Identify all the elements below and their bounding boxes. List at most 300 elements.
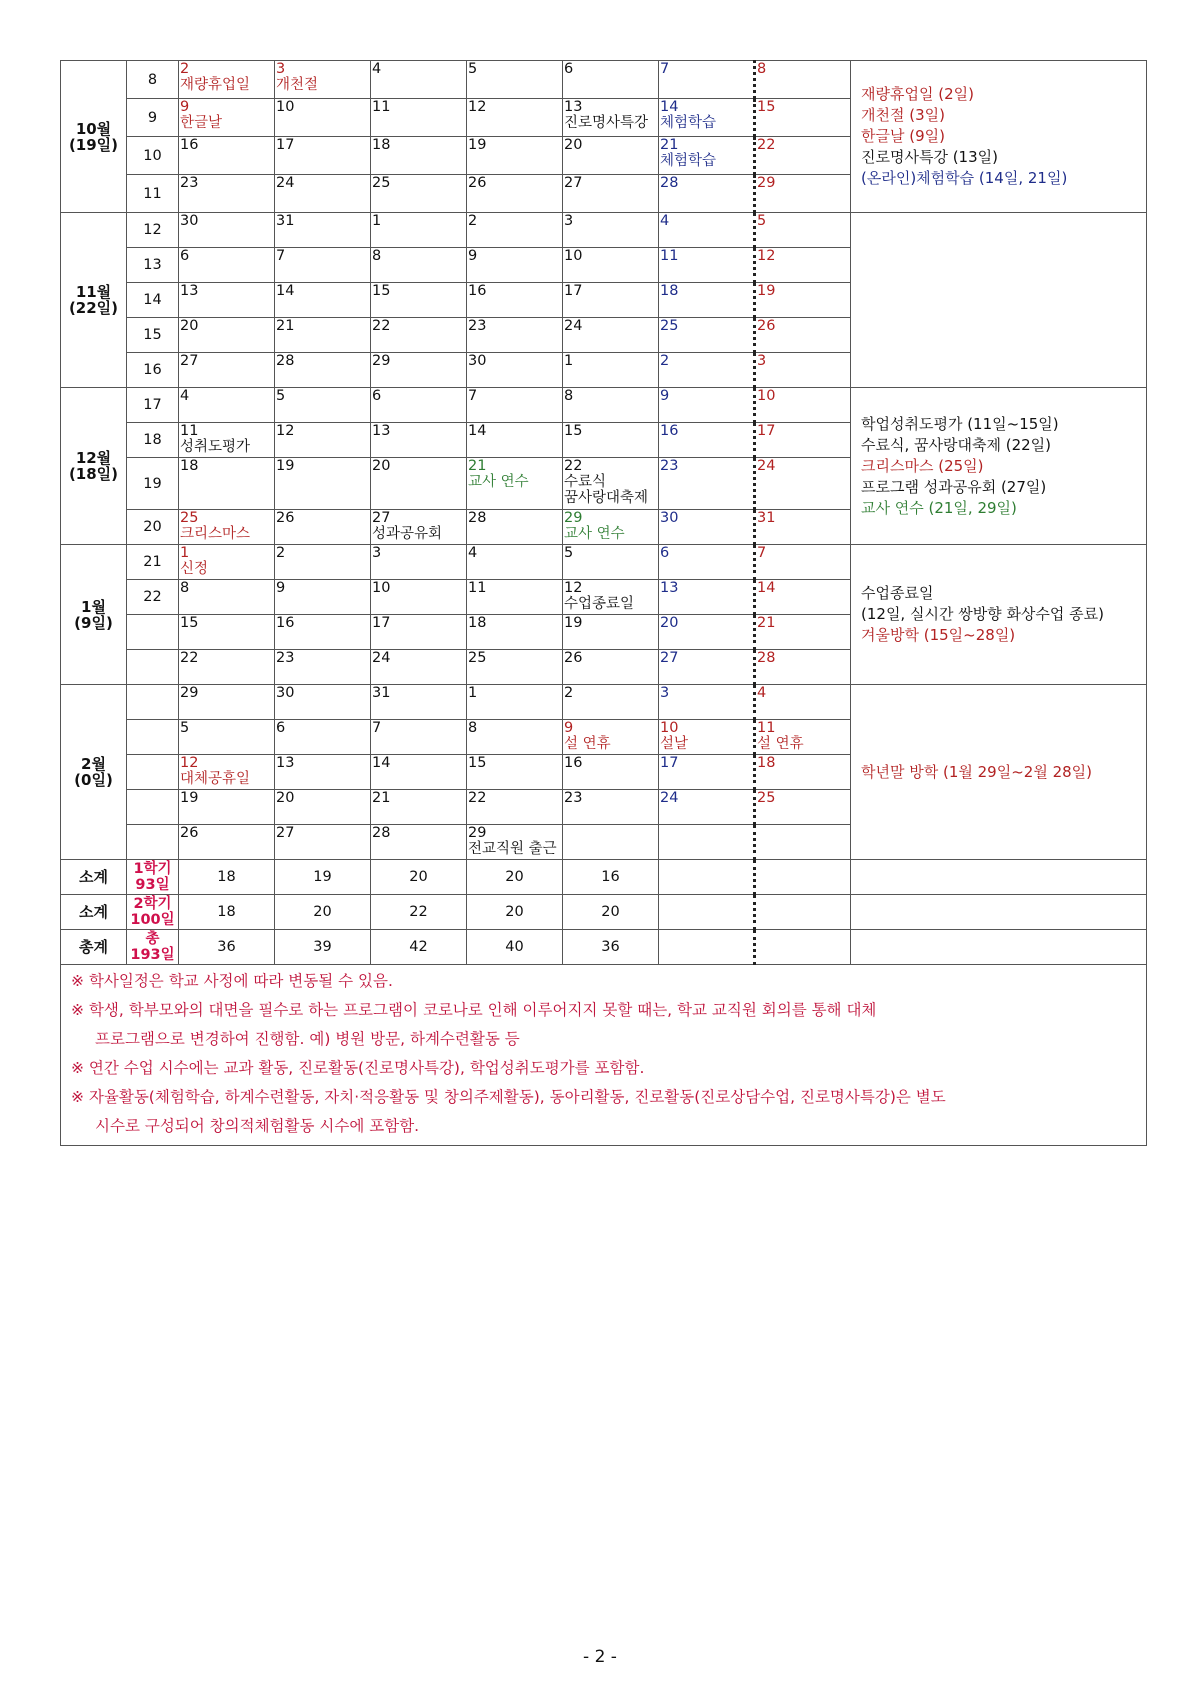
day-number: 20: [276, 790, 295, 806]
day-number: 11: [372, 99, 391, 115]
day-cell: [467, 580, 563, 615]
day-number: 27: [276, 825, 295, 841]
day-cell: [179, 175, 275, 213]
summary-value: 19: [275, 860, 371, 895]
day-number: 20: [372, 458, 391, 474]
day-number: 2: [660, 353, 670, 369]
day-number: 4: [757, 685, 767, 701]
day-number: 18: [757, 755, 776, 771]
day-number: 10: [757, 388, 776, 404]
day-number: 29: [180, 685, 199, 701]
day-cell: [755, 545, 851, 580]
day-number: 27: [660, 650, 679, 666]
day-number: 10: [660, 720, 679, 736]
day-cell: [179, 790, 275, 825]
day-cell: [563, 720, 659, 755]
month-note-line: (온라인)체험학습 (14일, 21일): [861, 169, 1068, 187]
summary-value: 42: [371, 930, 467, 965]
day-cell: [659, 720, 755, 755]
day-number: 31: [757, 510, 776, 526]
summary-value: 20: [371, 860, 467, 895]
day-number: 5: [180, 720, 190, 736]
day-number: 17: [372, 615, 391, 631]
day-number: 2: [468, 213, 478, 229]
week-number: 14: [127, 283, 179, 318]
day-cell: [275, 213, 371, 248]
day-number: 29: [564, 510, 583, 526]
day-number: 22: [468, 790, 487, 806]
day-number: 21: [276, 318, 295, 334]
day-cell: [755, 685, 851, 720]
day-number: 16: [276, 615, 295, 631]
day-cell: [659, 353, 755, 388]
day-cell: [563, 458, 659, 510]
week-number: 22: [127, 580, 179, 615]
day-number: 2: [564, 685, 574, 701]
day-cell: [275, 510, 371, 545]
day-cell: [275, 175, 371, 213]
month-note-line: 학년말 방학 (1월 29일~2월 28일): [861, 762, 1093, 781]
day-cell: [371, 580, 467, 615]
day-number: 18: [468, 615, 487, 631]
month-notes: [851, 545, 1147, 685]
day-cell: [755, 615, 851, 650]
day-event: 성과공유회: [372, 526, 443, 542]
week-number: 16: [127, 353, 179, 388]
day-number: 7: [372, 720, 382, 736]
day-cell: [659, 61, 755, 99]
day-cell: [467, 175, 563, 213]
day-cell: [275, 825, 371, 860]
summary-value: 16: [563, 860, 659, 895]
summary-value: 36: [179, 930, 275, 965]
day-cell: [179, 318, 275, 353]
day-number: 14: [372, 755, 391, 771]
day-cell: [755, 458, 851, 510]
month-label: [61, 545, 127, 685]
day-number: 19: [564, 615, 583, 631]
day-cell: [275, 458, 371, 510]
day-cell: [467, 137, 563, 175]
day-number: 20: [564, 137, 583, 153]
semester-total: [127, 860, 179, 895]
day-number: 12: [468, 99, 487, 115]
day-cell: [275, 61, 371, 99]
day-cell: [755, 175, 851, 213]
day-cell: [371, 545, 467, 580]
semester-days: 193일: [130, 947, 175, 963]
day-event: 설 연휴: [757, 736, 804, 752]
day-number: 10: [372, 580, 391, 596]
day-cell: [467, 423, 563, 458]
day-cell: [467, 318, 563, 353]
day-cell: [371, 353, 467, 388]
day-cell: [371, 458, 467, 510]
day-number: 11: [660, 248, 679, 264]
summary-row: [61, 860, 1147, 895]
day-number: 26: [564, 650, 583, 666]
day-number: 3: [372, 545, 382, 561]
summary-value: 20: [467, 860, 563, 895]
day-cell: [371, 755, 467, 790]
day-number: 7: [468, 388, 478, 404]
day-number: 23: [468, 318, 487, 334]
semester-total: [127, 895, 179, 930]
summary-value: 39: [275, 930, 371, 965]
day-cell: [563, 175, 659, 213]
day-number: 5: [757, 213, 767, 229]
day-number: 6: [372, 388, 382, 404]
summary-value: 36: [563, 930, 659, 965]
day-cell: [275, 685, 371, 720]
day-number: 25: [660, 318, 679, 334]
footnote-line: ※ 학생, 학부모와의 대면을 필수로 하는 프로그램이 코로나로 인해 이루어지지 못할 때는, 학교 교직원 회의를 통해 대체: [71, 1001, 877, 1019]
summary-value: 20: [467, 895, 563, 930]
day-event: 체험학습: [660, 115, 717, 131]
day-number: 8: [468, 720, 478, 736]
week-row: [61, 685, 1147, 720]
day-number: 6: [660, 545, 670, 561]
summary-label: 소계: [61, 895, 127, 930]
summary-value: 40: [467, 930, 563, 965]
day-cell: [659, 175, 755, 213]
day-number: 16: [180, 137, 199, 153]
day-number: 22: [180, 650, 199, 666]
day-number: 23: [564, 790, 583, 806]
month-name: 10월: [75, 119, 112, 138]
month-label: [61, 213, 127, 388]
day-cell: [179, 213, 275, 248]
day-number: 19: [468, 137, 487, 153]
day-number: 15: [180, 615, 199, 631]
day-number: 8: [757, 61, 767, 77]
day-cell: [371, 720, 467, 755]
day-event: 꿈사랑대축제: [564, 490, 649, 506]
day-number: 20: [660, 615, 679, 631]
summary-label: 총계: [61, 930, 127, 965]
day-cell: [275, 650, 371, 685]
day-number: 16: [468, 283, 487, 299]
day-event: 재량휴업일: [180, 77, 251, 93]
day-cell: [275, 248, 371, 283]
day-cell: [275, 318, 371, 353]
week-number: 20: [127, 510, 179, 545]
day-number: 3: [757, 353, 767, 369]
day-number: 19: [180, 790, 199, 806]
day-number: 29: [372, 353, 391, 369]
month-name: 1월: [81, 597, 106, 616]
day-number: 21: [468, 458, 487, 474]
day-cell: [659, 137, 755, 175]
day-cell: [275, 99, 371, 137]
day-cell: [467, 650, 563, 685]
day-number: 8: [180, 580, 190, 596]
day-number: 26: [276, 510, 295, 526]
month-note-line: 학업성취도평가 (11일~15일): [861, 414, 1059, 433]
summary-value: [755, 895, 851, 930]
month-note-line: 프로그램 성과공유회 (27일): [861, 477, 1047, 496]
day-number: 28: [757, 650, 776, 666]
day-number: 19: [757, 283, 776, 299]
month-note-line: 겨울방학 (15일~28일): [861, 626, 1016, 644]
day-number: 13: [276, 755, 295, 771]
month-note-line: 수료식, 꿈사랑대축제 (22일): [861, 435, 1051, 454]
day-cell: [179, 137, 275, 175]
week-number: [127, 615, 179, 650]
month-name: 11월: [75, 283, 112, 301]
day-number: 21: [757, 615, 776, 631]
day-event: 크리스마스: [180, 526, 251, 542]
day-event: 한글날: [180, 115, 223, 131]
semester-name: 총: [145, 931, 160, 947]
day-number: 31: [276, 213, 295, 229]
day-number: 23: [660, 458, 679, 474]
day-cell: [179, 510, 275, 545]
day-cell: [467, 213, 563, 248]
day-number: 12: [276, 423, 295, 439]
day-cell: [371, 213, 467, 248]
day-cell: [179, 755, 275, 790]
day-cell: [467, 720, 563, 755]
week-number: 10: [127, 137, 179, 175]
day-cell: [275, 353, 371, 388]
day-cell: [659, 510, 755, 545]
day-number: 10: [276, 99, 295, 115]
day-event: 진로명사특강: [564, 115, 649, 131]
day-number: 15: [468, 755, 487, 771]
day-number: 6: [180, 248, 190, 264]
day-cell: [371, 650, 467, 685]
day-number: 3: [660, 685, 670, 701]
day-cell: [275, 545, 371, 580]
day-number: 9: [276, 580, 286, 596]
day-cell: [755, 61, 851, 99]
summary-row: [61, 930, 1147, 965]
day-cell: [755, 388, 851, 423]
day-number: 24: [660, 790, 679, 806]
day-cell: [371, 510, 467, 545]
day-number: 17: [757, 423, 776, 439]
day-cell: [467, 615, 563, 650]
day-cell: [563, 825, 659, 860]
day-number: 9: [468, 248, 478, 264]
day-cell: [179, 283, 275, 318]
day-cell: [371, 685, 467, 720]
day-cell: [755, 510, 851, 545]
day-cell: [563, 685, 659, 720]
day-cell: [467, 283, 563, 318]
day-cell: [371, 388, 467, 423]
footnote-line: ※ 자율활동(체험학습, 하계수련활동, 자치·적응활동 및 창의주제활동), 동아리활동, 진로활동(진로상담수업, 진로명사특강)은 별도: [71, 1088, 946, 1106]
day-number: 7: [660, 61, 670, 77]
summary-label: 소계: [61, 860, 127, 895]
summary-value: 18: [179, 895, 275, 930]
month-notes: [851, 685, 1147, 860]
footnote-line: ※ 연간 수업 시수에는 교과 활동, 진로활동(진로명사특강), 학업성취도평가를 포함함.: [71, 1059, 645, 1077]
day-number: 16: [564, 755, 583, 771]
week-number: 13: [127, 248, 179, 283]
day-number: 4: [468, 545, 478, 561]
day-event: 전교직원 출근: [468, 841, 557, 857]
day-cell: [179, 685, 275, 720]
day-cell: [179, 650, 275, 685]
day-event: 대체공휴일: [180, 771, 251, 787]
day-cell: [179, 388, 275, 423]
month-days: (19일): [68, 135, 119, 154]
day-cell: [275, 137, 371, 175]
day-cell: [659, 545, 755, 580]
day-number: 14: [468, 423, 487, 439]
day-number: 24: [372, 650, 391, 666]
day-cell: [179, 353, 275, 388]
week-row: [61, 388, 1147, 423]
day-cell: [755, 353, 851, 388]
summary-note: [851, 930, 1147, 965]
week-number: [127, 755, 179, 790]
day-cell: [563, 615, 659, 650]
day-cell: [371, 615, 467, 650]
day-cell: [179, 99, 275, 137]
day-number: 13: [372, 423, 391, 439]
day-event: 성취도평가: [180, 439, 251, 455]
semester-days: 93일: [135, 877, 170, 893]
month-note-line: 진로명사특강 (13일): [861, 148, 998, 166]
day-number: 1: [564, 353, 574, 369]
day-cell: [659, 99, 755, 137]
day-cell: [467, 388, 563, 423]
day-cell: [563, 213, 659, 248]
day-cell: [371, 825, 467, 860]
day-number: 22: [564, 458, 583, 474]
week-number: [127, 790, 179, 825]
week-number: 19: [127, 458, 179, 510]
day-cell: [467, 825, 563, 860]
day-number: 7: [757, 545, 767, 561]
day-cell: [659, 685, 755, 720]
academic-calendar-table: [60, 60, 1147, 1146]
day-number: 14: [276, 283, 295, 299]
day-number: 11: [180, 423, 199, 439]
footnotes: [61, 965, 1147, 1146]
day-number: 4: [180, 388, 190, 404]
summary-value: 18: [179, 860, 275, 895]
day-number: 5: [564, 545, 574, 561]
day-number: 29: [757, 175, 776, 191]
day-cell: [371, 283, 467, 318]
week-row: [61, 213, 1147, 248]
day-number: 16: [660, 423, 679, 439]
footnote-line: ※ 학사일정은 학교 사정에 따라 변동될 수 있음.: [71, 972, 393, 990]
day-number: 8: [372, 248, 382, 264]
day-number: 23: [180, 175, 199, 191]
day-event: 개천절: [276, 77, 319, 93]
day-cell: [275, 423, 371, 458]
day-number: 15: [757, 99, 776, 115]
day-cell: [755, 423, 851, 458]
month-days: (0일): [74, 771, 113, 789]
notes-row: [61, 965, 1147, 1146]
day-cell: [179, 825, 275, 860]
day-event: 체험학습: [660, 153, 717, 169]
week-number: [127, 685, 179, 720]
day-cell: [755, 720, 851, 755]
day-cell: [563, 99, 659, 137]
day-cell: [371, 790, 467, 825]
day-number: 11: [468, 580, 487, 596]
page-number: - 2 -: [583, 1647, 617, 1667]
day-number: 14: [757, 580, 776, 596]
day-cell: [371, 137, 467, 175]
day-cell: [467, 545, 563, 580]
day-number: 12: [757, 248, 776, 264]
day-event: 수료식: [564, 474, 607, 490]
day-number: 2: [180, 61, 190, 77]
day-cell: [275, 615, 371, 650]
day-cell: [467, 790, 563, 825]
day-cell: [467, 510, 563, 545]
day-number: 1: [372, 213, 382, 229]
week-number: 11: [127, 175, 179, 213]
day-event: 교사 연수: [468, 474, 529, 490]
week-number: 9: [127, 99, 179, 137]
day-number: 4: [660, 213, 670, 229]
day-number: 17: [660, 755, 679, 771]
day-cell: [659, 580, 755, 615]
summary-note: [851, 860, 1147, 895]
summary-value: 20: [563, 895, 659, 930]
week-row: [61, 545, 1147, 580]
day-number: 25: [757, 790, 776, 806]
semester-name: 2학기: [133, 896, 172, 912]
month-note-line: 한글날 (9일): [861, 127, 945, 145]
day-cell: [755, 248, 851, 283]
day-number: 13: [660, 580, 679, 596]
month-name: 12월: [75, 449, 112, 467]
day-cell: [755, 755, 851, 790]
day-number: 3: [564, 213, 574, 229]
day-cell: [563, 318, 659, 353]
day-number: 18: [660, 283, 679, 299]
semester-name: 1학기: [133, 861, 172, 877]
month-note-line: (12일, 실시간 쌍방향 화상수업 종료): [861, 605, 1105, 623]
day-number: 18: [372, 137, 391, 153]
day-number: 28: [660, 175, 679, 191]
day-event: 설날: [660, 736, 689, 752]
day-cell: [659, 755, 755, 790]
day-cell: [563, 580, 659, 615]
day-cell: [659, 825, 755, 860]
day-cell: [275, 720, 371, 755]
day-number: 26: [757, 318, 776, 334]
day-number: 24: [564, 318, 583, 334]
day-cell: [467, 458, 563, 510]
month-label: [61, 388, 127, 545]
month-notes: [851, 61, 1147, 213]
day-cell: [563, 755, 659, 790]
month-label: [61, 685, 127, 860]
day-cell: [275, 755, 371, 790]
day-number: 31: [372, 685, 391, 701]
day-number: 1: [468, 685, 478, 701]
day-cell: [179, 61, 275, 99]
week-row: [61, 61, 1147, 99]
day-number: 19: [276, 458, 295, 474]
day-number: 5: [468, 61, 478, 77]
week-number: 21: [127, 545, 179, 580]
week-number: 12: [127, 213, 179, 248]
summary-value: 20: [275, 895, 371, 930]
day-event: 교사 연수: [564, 526, 625, 542]
